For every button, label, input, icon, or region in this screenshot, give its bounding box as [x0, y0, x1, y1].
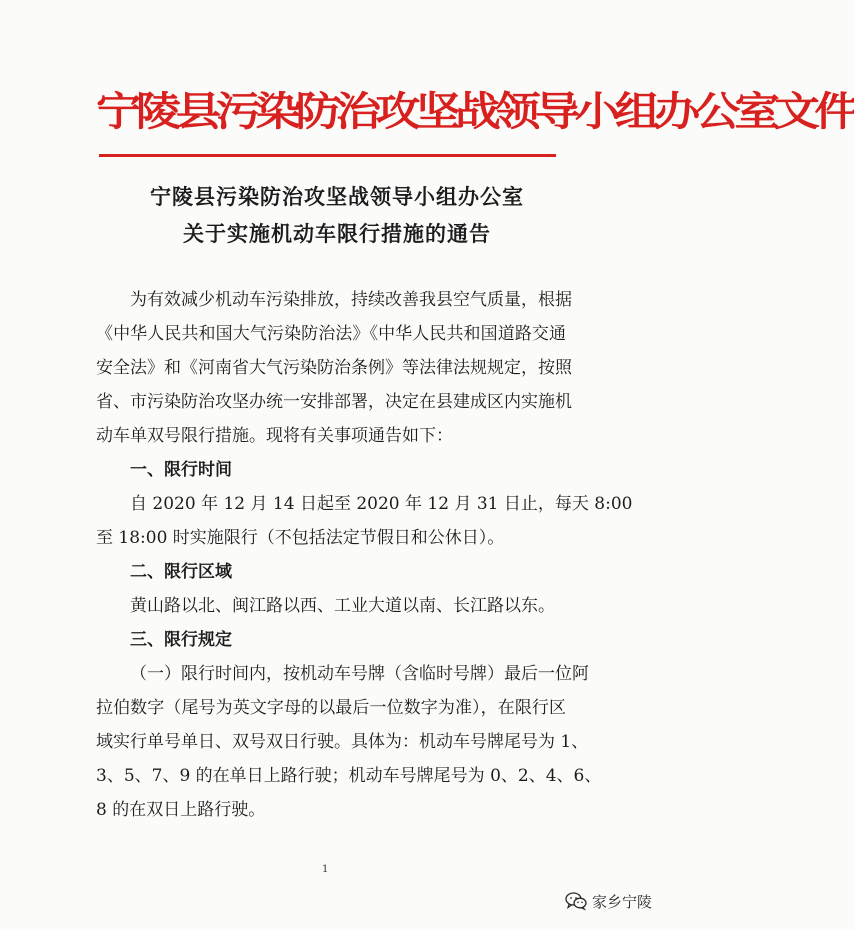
section-line: 至 18:00 时实施限行（不包括法定节假日和公休日）。 — [96, 528, 505, 548]
source-watermark — [565, 889, 652, 913]
intro-line: 为有效减少机动车污染排放，持续改善我县空气质量，根据 — [130, 290, 572, 310]
section-line: （一）限行时间内，按机动车号牌（含临时号牌）最后一位阿 — [130, 664, 589, 684]
section-line: 拉伯数字（尾号为英文字母的以最后一位数字为准），在限行区 — [96, 698, 566, 718]
section-heading-area: 二、限行区域 — [130, 562, 232, 582]
section-line: 自 2020 年 12 月 14 日起至 2020 年 12 月 31 日止，每天 8:00 — [130, 494, 633, 514]
section-line: 黄山路以北、闽江路以西、工业大道以南、长江路以东。 — [130, 596, 555, 616]
watermark-text: 家乡宁陵 — [592, 892, 653, 911]
section-line: 域实行单号单日、双号双日行驶。具体为：机动车号牌尾号为 1、 — [96, 732, 589, 752]
section-heading-time: 一、限行时间 — [130, 460, 232, 480]
document-header: 宁陵县污染防治攻坚战领导小组办公室文件 — [96, 89, 854, 135]
notice-title-line1: 宁陵县污染防治攻坚战领导小组办公室 — [150, 185, 524, 209]
section-heading-rules: 三、限行规定 — [130, 630, 232, 650]
document-body — [96, 283, 633, 827]
intro-line: 省、市污染防治攻坚办统一安排部署，决定在县建成区内实施机 — [96, 392, 572, 412]
wechat-icon — [565, 892, 587, 910]
intro-line: 《中华人民共和国大气污染防治法》《中华人民共和国道路交通 — [96, 324, 566, 344]
section-line: 3、5、7、9 的在单日上路行驶；机动车号牌尾号为 0、2、4、6、 — [96, 766, 602, 786]
intro-line: 动车单双号限行措施。现将有关事项通告如下： — [96, 426, 453, 446]
page-number: 1 — [322, 864, 329, 875]
intro-line: 安全法》和《河南省大气污染防治条例》等法律法规规定，按照 — [96, 358, 572, 378]
section-line: 8 的在双日上路行驶。 — [96, 800, 266, 820]
red-divider-line — [99, 154, 556, 157]
notice-title-line2: 关于实施机动车限行措施的通告 — [183, 222, 491, 246]
